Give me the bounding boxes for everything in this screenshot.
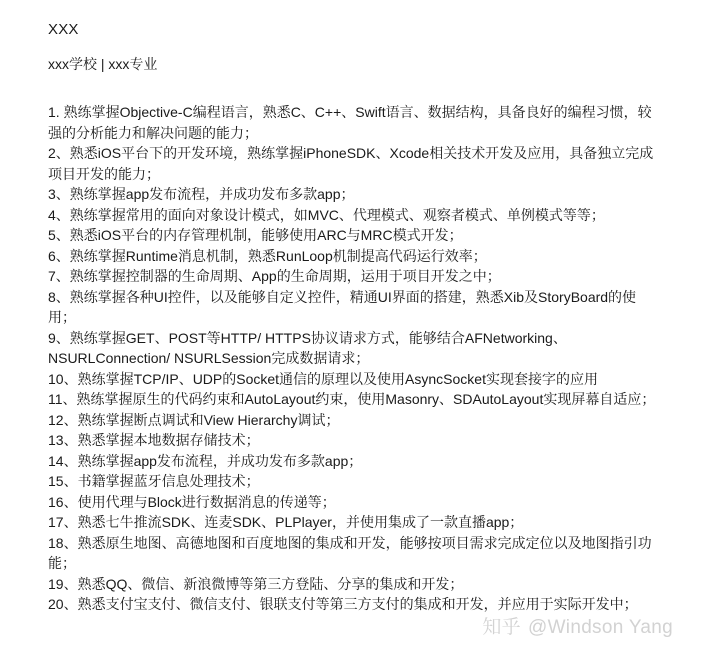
skill-item: 2、熟悉iOS平台下的开发环境，熟练掌握iPhoneSDK、Xcode相关技术开发及应用，具备独立完成项目开发的能力； — [48, 145, 654, 182]
skill-item: 7、熟练掌握控制器的生命周期、App的生命周期，运用于项目开发之中； — [48, 268, 501, 284]
skill-item: 16、使用代理与Block进行数据消息的传递等； — [48, 493, 336, 510]
zhihu-watermark — [482, 616, 673, 640]
skill-item: 5、熟悉iOS平台的内存管理机制，能够使用ARC与MRC模式开发； — [48, 227, 463, 243]
skill-item: 18、熟悉原生地图、高德地图和百度地图的集成和开发，能够按项目需求完成定位以及地图指引功能； — [48, 534, 652, 571]
skill-item: 4、熟练掌握常用的面向对象设计模式，如MVC、代理模式、观察者模式、单例模式等等； — [48, 206, 605, 223]
skill-item: 11、熟练掌握原生的代码约束和AutoLayout约束，使用Masonry、SDAutoLayout实现屏幕自适应； — [48, 391, 656, 407]
skill-item: 9、熟练掌握GET、POST等HTTP/ HTTPS协议请求方式，能够结合AFNetworking、NSURLConnection/ NSURLSession完成数据请求； — [48, 329, 567, 366]
skill-item: 15、书籍掌握蓝牙信息处理技术； — [48, 473, 260, 489]
skill-item: 19、熟悉QQ、微信、新浪微博等第三方登陆、分享的集成和开发； — [48, 575, 464, 592]
skill-item: 17、熟悉七牛推流SDK、连麦SDK、PLPlayer，并使用集成了一款直播app； — [48, 514, 524, 530]
candidate-name: XXX — [48, 21, 79, 38]
skill-item: 20、熟悉支付宝支付、微信支付、银联支付等第三方支付的集成和开发，并应用于实际开发中； — [48, 596, 638, 612]
education-line: xxx学校 | xxx专业 — [48, 56, 158, 72]
skill-item: 12、熟练掌握断点调试和View Hierarchy调试； — [48, 411, 340, 428]
skill-item: 13、熟悉掌握本地数据存储技术； — [48, 432, 260, 448]
skill-item: 10、熟练掌握TCP/IP、UDP的Socket通信的原理以及使用AsyncSocket实现套接字的应用 — [48, 370, 598, 387]
skills-list — [48, 102, 663, 615]
skill-item: 3、熟练掌握app发布流程，并成功发布多款app； — [48, 186, 355, 202]
zhihu-logo-text: 知乎 — [482, 617, 521, 638]
skill-item: 1. 熟练掌握Objective-C编程语言，熟悉C、C++、Swift语言、数据结构，具备良好的编程习惯，较强的分析能力和解决问题的能力； — [48, 104, 652, 141]
skill-item: 14、熟练掌握app发布流程，并成功发布多款app； — [48, 452, 363, 469]
skill-item: 8、熟练掌握各种UI控件，以及能够自定义控件，精通UI界面的搭建，熟悉Xib及StoryBoard的使用； — [48, 288, 637, 325]
watermark-author-handle: @Windson Yang — [527, 617, 673, 638]
skill-item: 6、熟练掌握Runtime消息机制，熟悉RunLoop机制提高代码运行效率； — [48, 247, 487, 264]
